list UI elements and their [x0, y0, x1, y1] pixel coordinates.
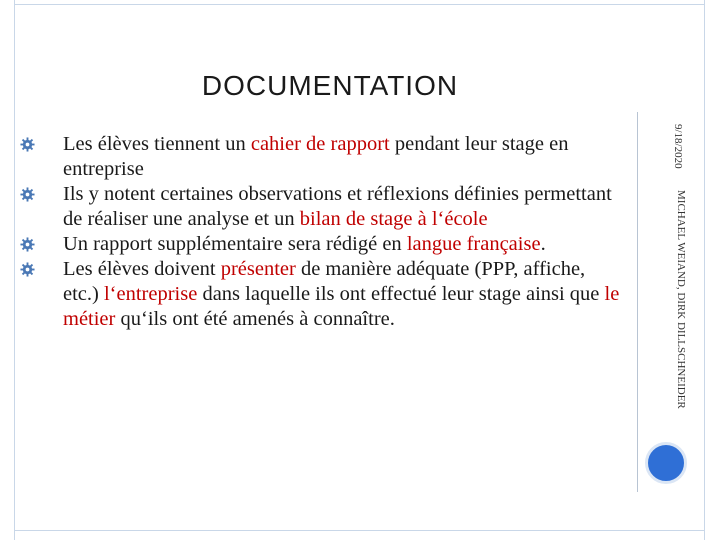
- gear-bullet-icon: [20, 187, 35, 202]
- bullet-text: de manière adéquate (PPP, affiche, etc.): [63, 258, 586, 305]
- bullet-item: [20, 132, 620, 182]
- bullet-text: Un rapport supplémentaire sera rédigé en: [63, 233, 407, 255]
- highlighted-text: langue française: [406, 233, 541, 255]
- gear-bullet-icon: [20, 237, 35, 252]
- slide-date: 9/18/2020: [672, 124, 684, 169]
- bullet-item: [20, 232, 620, 257]
- bullet-text: Ils y notent certaines observations et réflexions définies permettant de réaliser une analyse et un: [63, 183, 612, 230]
- bullet-text: .: [540, 233, 546, 255]
- bullet-text: Les élèves tiennent un: [63, 133, 251, 155]
- gear-bullet-icon: [20, 137, 35, 152]
- highlighted-text: cahier de rapport: [250, 133, 390, 155]
- highlighted-text: bilan de stage à l‘école: [299, 208, 488, 230]
- vertical-divider: [637, 112, 638, 492]
- slide-title: DOCUMENTATION: [201, 70, 459, 101]
- bullet-text: qu‘ils ont été amenés à connaître.: [115, 308, 395, 330]
- bullet-text: Les élèves doivent: [63, 258, 221, 280]
- frame-bottom-line: [14, 530, 705, 531]
- slide-author: MICHAEL WEIAND, DIRK DILLSCHNEIDER: [675, 190, 687, 409]
- bullet-item: [20, 257, 620, 332]
- decorative-circle-icon: [645, 442, 687, 484]
- gear-bullet-icon: [20, 262, 35, 277]
- highlighted-text: le métier: [63, 283, 620, 330]
- bullet-item: [20, 182, 620, 232]
- bullet-list: [20, 132, 620, 332]
- frame-top-line: [14, 4, 705, 5]
- frame-right-line: [704, 0, 705, 540]
- bullet-text: dans laquelle ils ont effectué leur stage ainsi que: [197, 283, 605, 305]
- highlighted-text: l‘entreprise: [103, 283, 198, 305]
- highlighted-text: présenter: [220, 258, 296, 280]
- bullet-text: pendant leur stage en entreprise: [63, 133, 569, 180]
